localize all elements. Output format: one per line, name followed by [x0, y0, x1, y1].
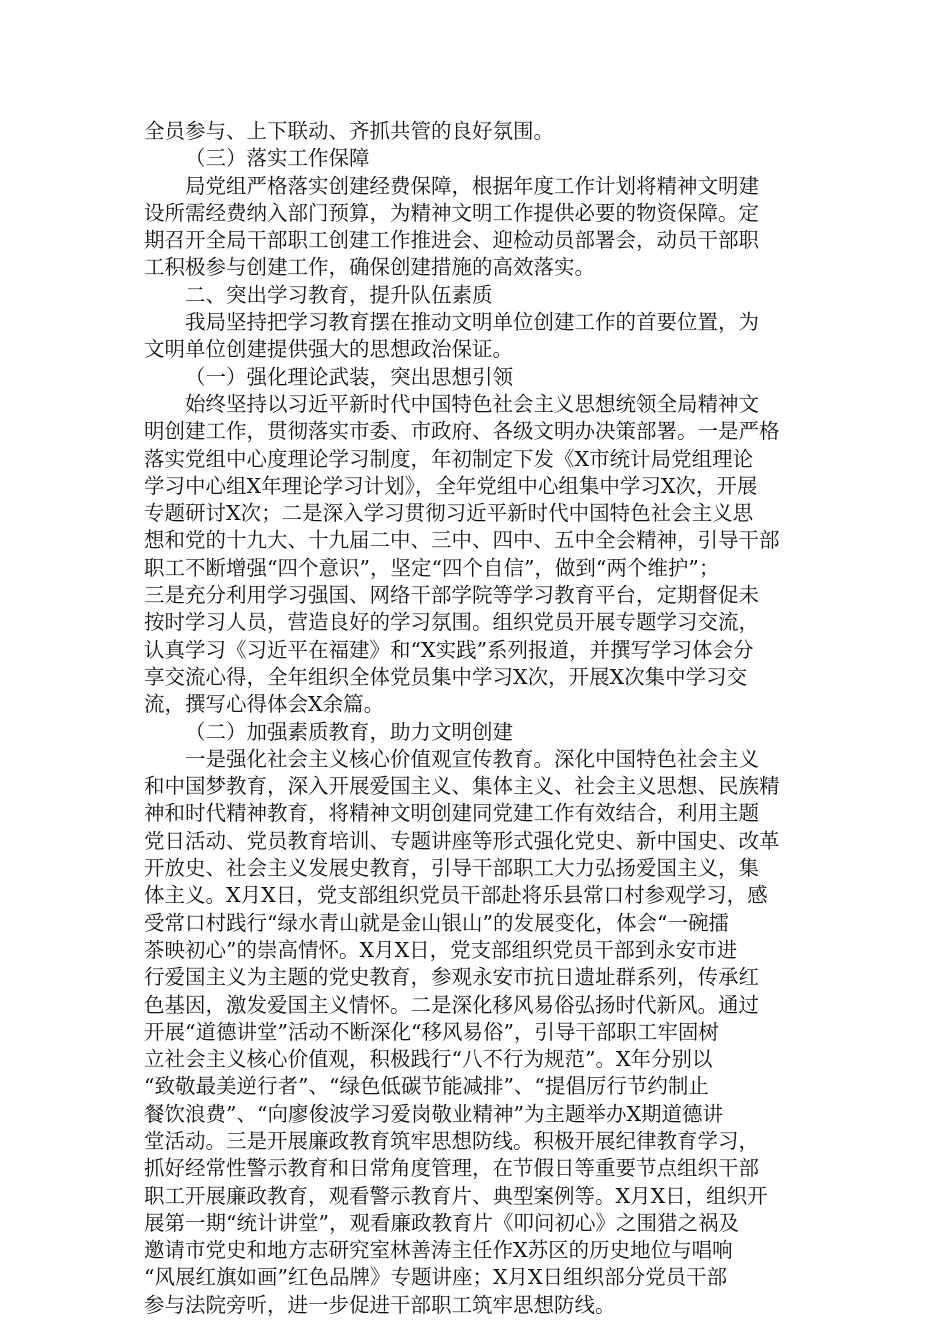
text-line: 展第一期“统计讲堂”，观看廉政教育片《叩问初心》之围猎之祸及 — [144, 1210, 739, 1235]
text-line: 邀请市党史和地方志研究室林善涛主任作X苏区的历史地位与唱响 — [144, 1238, 733, 1263]
text-line: 享交流心得，全年组织全体党员集中学习X次，开展X次集中学习交 — [144, 664, 748, 689]
text-line: 行爱国主义为主题的党史教育，参观永安市抗日遗址群系列，传承红 — [144, 965, 759, 990]
text-line: 我局坚持把学习教育摆在推动文明单位创建工作的首要位置，为 — [185, 310, 759, 335]
text-line: 一是强化社会主义核心价值观宣传教育。深化中国特色社会主义 — [185, 746, 759, 771]
text-line: 党日活动、党员教育培训、专题讲座等形式强化党史、新中国史、改革 — [144, 828, 780, 853]
text-line: 体主义。X月X日，党支部组织党员干部赴将乐县常口村参观学习，感 — [144, 883, 768, 908]
text-line: 想和党的十九大、十九届二中、三中、四中、五中全会精神，引导干部 — [144, 528, 780, 553]
text-line: 按时学习人员，营造良好的学习氛围。组织党员开展专题学习交流， — [144, 610, 759, 635]
text-line: 期召开全局干部职工创建工作推进会、迎检动员部署会，动员干部职 — [144, 228, 759, 253]
document-page — [144, 118, 806, 1319]
text-line: 受常口村践行“绿水青山就是金山银山”的发展变化，体会“一碗擂 — [144, 910, 729, 935]
subheading-2: （二）加强素质教育，助力文明创建 — [185, 719, 513, 744]
text-line: 开展“道德讲堂”活动不断深化“移风易俗”，引导干部职工牢固树 — [144, 1019, 719, 1044]
text-line: 和中国梦教育，深入开展爱国主义、集体主义、社会主义思想、民族精 — [144, 774, 780, 799]
text-line: “致敬最美逆行者”、“绿色低碳节能减排”、“提倡厉行节约制止 — [144, 1074, 709, 1099]
text-line: 色基因，激发爱国主义情怀。二是深化移风易俗弘扬时代新风。通过 — [144, 992, 759, 1017]
text-line: 立社会主义核心价值观，积极践行“八不行为规范”。X年分别以 — [144, 1047, 713, 1072]
text-line: 职工开展廉政教育，观看警示教育片、典型案例等。X月X日，组织开 — [144, 1183, 768, 1208]
text-line: 三是充分利用学习强国、网络干部学院等学习教育平台，定期督促未 — [144, 583, 759, 608]
text-line: 局党组严格落实创建经费保障，根据年度工作计划将精神文明建 — [185, 173, 759, 198]
subheading-1: （一）强化理论武装，突出思想引领 — [185, 364, 513, 389]
text-line: 设所需经费纳入部门预算，为精神文明工作提供必要的物资保障。定 — [144, 200, 759, 225]
text-line: 职工不断增强“四个意识”，坚定“四个自信”，做到“两个维护”； — [144, 555, 720, 580]
text-line: 参与法院旁听，进一步促进干部职工筑牢思想防线。 — [144, 1292, 616, 1317]
text-line: 明创建工作，贯彻落实市委、市政府、各级文明办决策部署。一是严格 — [144, 419, 780, 444]
text-line: 全员参与、上下联动、齐抓共管的良好氛围。 — [144, 119, 554, 143]
text-line: 落实党组中心度理论学习制度，年初制定下发《X市统计局党组理论 — [144, 446, 754, 471]
text-line: 茶映初心”的崇高情怀。X月X日，党支部组织党员干部到永安市进 — [144, 937, 738, 962]
text-line: 流，撰写心得体会X余篇。 — [144, 692, 385, 717]
text-line: 文明单位创建提供强大的思想政治保证。 — [144, 337, 513, 362]
section-heading-2: 二、突出学习教育，提升队伍素质 — [185, 282, 493, 307]
text-line: 认真学习《习近平在福建》和“X实践”系列报道，并撰写学习体会分 — [144, 637, 754, 662]
text-line: 堂活动。三是开展廉政教育筑牢思想防线。积极开展纪律教育学习， — [144, 1128, 759, 1153]
text-line: 工积极参与创建工作，确保创建措施的高效落实。 — [144, 255, 595, 280]
text-line: 始终坚持以习近平新时代中国特色社会主义思想统领全局精神文 — [185, 391, 759, 416]
text-line: “风展红旗如画”红色品牌》专题讲座；X月X日组织部分党员干部 — [144, 1265, 728, 1290]
text-line: 专题研讨X次；二是深入学习贯彻习近平新时代中国特色社会主义思 — [144, 501, 754, 526]
text-line: 开放史、社会主义发展史教育，引导干部职工大力弘扬爱国主义，集 — [144, 856, 759, 881]
text-line: 抓好经常性警示教育和日常角度管理，在节假日等重要节点组织干部 — [144, 1156, 759, 1181]
text-line: 神和时代精神教育，将精神文明创建同党建工作有效结合，利用主题 — [144, 801, 759, 826]
subheading-3: （三）落实工作保障 — [185, 146, 370, 171]
text-line: 学习中心组X年理论学习计划》，全年党组中心组集中学习X次，开展 — [144, 473, 758, 498]
text-line: 餐饮浪费”、“向廖俊波学习爱岗敬业精神”为主题举办X期道德讲 — [144, 1101, 724, 1126]
